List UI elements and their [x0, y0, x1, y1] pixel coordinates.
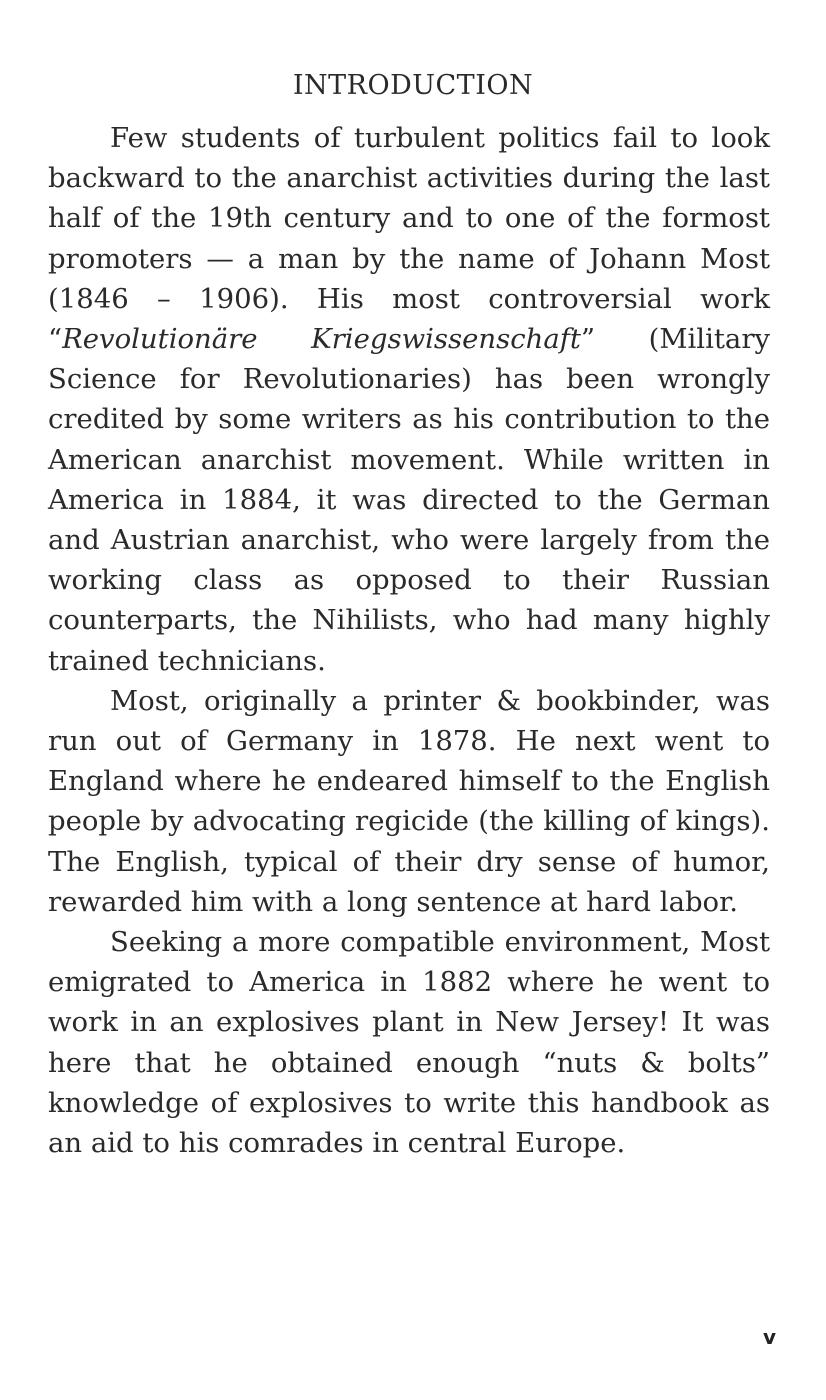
page-number: v [762, 1325, 776, 1349]
paragraph-2: Most, originally a printer & bookbinder, was run out of Germany in 1878. He next went to England where he endeared himself to the English people by advocating regicide (the killing of kings). The English, typical of their dry sense of humor, rewarded him with a long sentence at hard labor. [48, 684, 770, 918]
paragraph-3: Seeking a more compatible environment, Most emigrated to America in 1882 where he went to work in an explosives plant in New Jersey! It was here that he obtained enough “nuts & bolts” knowledge of explosives to write this handbook as an aid to his comrades in central Europe. [48, 926, 770, 1160]
paragraph-1-text-a: Few students of turbulent politics fail to look backward to the anarchist activities during the last half of the 19th century and to one of the formost promoters — a man by the name of Johann Most (1846 – 1906). His most controversial work “ [48, 122, 770, 356]
paragraph-1-text-b: ” (Military Science for Revolutionaries) has been wrongly credited by some writers as his contribution to the American anarchist movement. While written in America in 1884, it was directed to the German and Austrian anarchist, who were largely from the working class as opposed to their Russian counterparts, the Nihilists, who had many highly trained technicians. [48, 323, 771, 677]
page-title: INTRODUCTION [292, 70, 534, 101]
introduction-body [48, 118, 770, 1163]
work-title: Revolutionäre Kriegswissenschaft [62, 323, 581, 356]
paragraph-1 [48, 118, 770, 681]
